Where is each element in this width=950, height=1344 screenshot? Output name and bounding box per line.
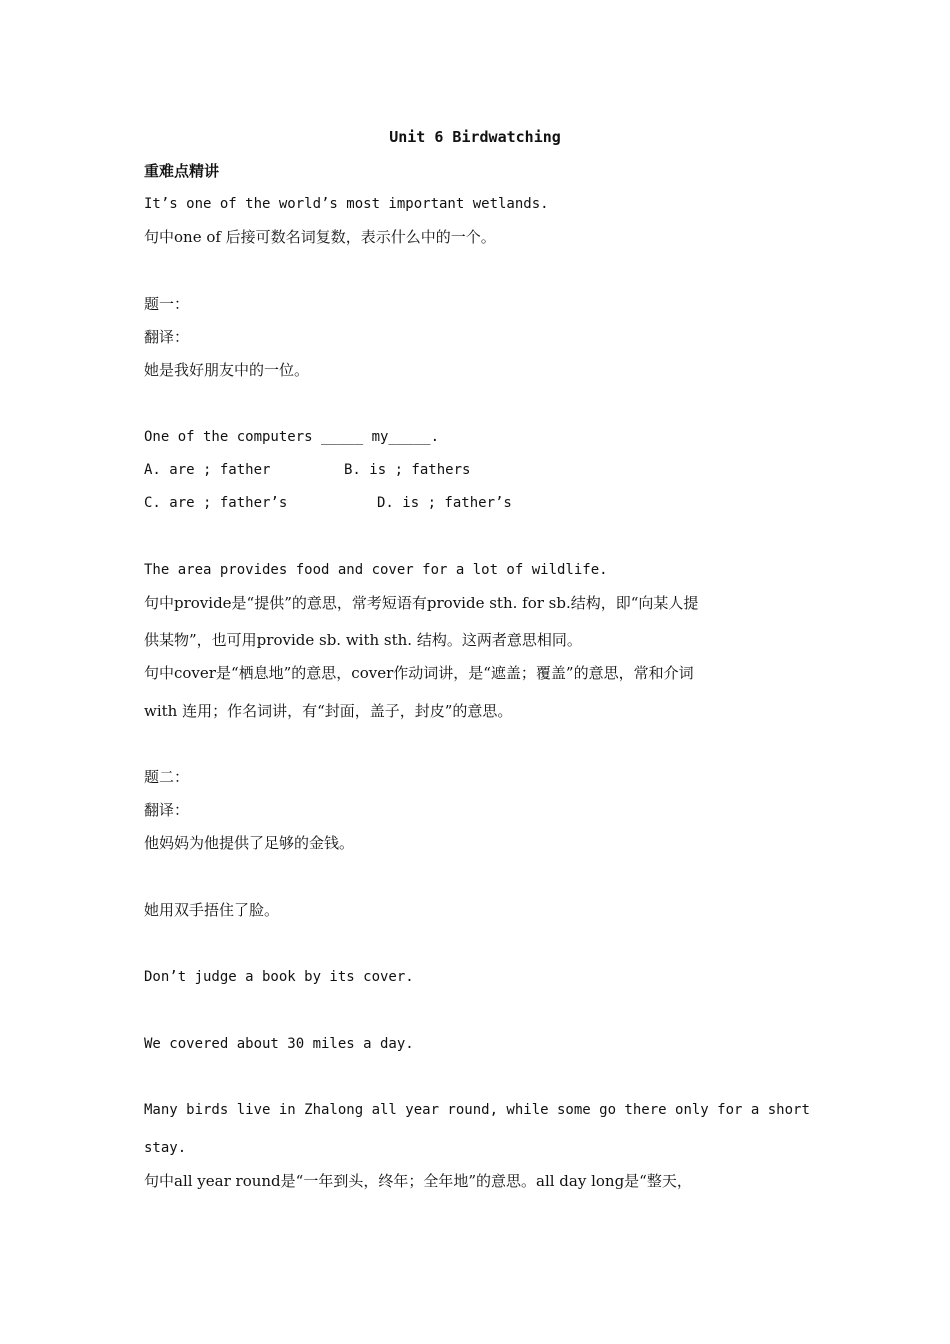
section-heading: 重难点精讲 [144,162,220,180]
point2-explanation-line1: 句中provide是“提供”的意思，常考短语有provide sth. for sb.结构，即“向某人提 [144,594,699,612]
option-c: C. are ; father’s [144,495,288,511]
option-b: B. is ; fathers [344,462,471,478]
document-title: Unit 6 Birdwatching [389,128,561,146]
exercise2-item1: 他妈妈为他提供了足够的金钱。 [144,834,355,852]
option-a: A. are ; father [144,462,271,478]
exercise2-translate-label: 翻译： [144,801,190,819]
point2-cover-line1: 句中cover是“栖息地”的意思，cover作动词讲，是“遮盖；覆盖”的意思，常和介词 [144,664,694,682]
exercise1-translate-label: 翻译： [144,328,190,346]
point2-sentence: The area provides food and cover for a lot of wildlife. [144,562,608,578]
point2-cover-line2: with 连用；作名词讲，有“封面，盖子，封皮”的意思。 [144,702,513,720]
point1-explanation: 句中one of 后接可数名词复数，表示什么中的一个。 [144,228,496,246]
point2-explanation-line2: 供某物”，也可用provide sb. with sth. 结构。这两者意思相同。 [144,631,582,649]
point3-sentence-line1: Many birds live in Zhalong all year round, while some go there only for a short [144,1102,810,1118]
point3-sentence-line2: stay. [144,1140,187,1156]
option-d: D. is ; father’s [377,495,512,511]
point1-sentence: It’s one of the world’s most important wetlands. [144,196,549,212]
exercise1-label: 题一： [144,295,190,313]
exercise1-translate-text: 她是我好朋友中的一位。 [144,361,310,379]
exercise2-item3: Don’t judge a book by its cover. [144,969,414,985]
exercise2-item4: We covered about 30 miles a day. [144,1036,414,1052]
exercise2-label: 题二： [144,768,190,786]
exercise2-item2: 她用双手捂住了脸。 [144,901,280,919]
point3-explanation: 句中all year round是“一年到头，终年；全年地”的意思。all day long是“整天， [144,1172,692,1190]
exercise1-question: One of the computers _____ my_____. [144,429,440,445]
